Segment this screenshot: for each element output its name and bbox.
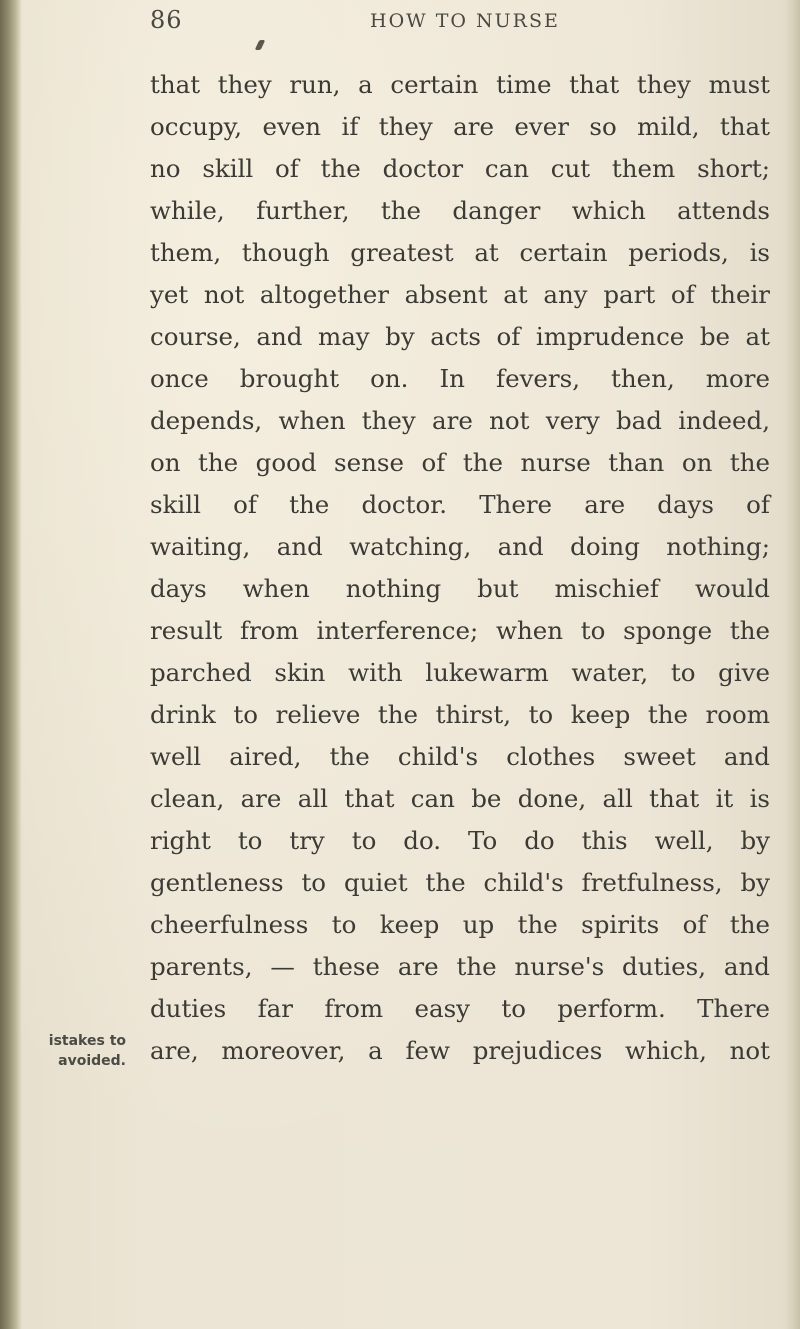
- text-line: that they run, a certain time that they must: [150, 70, 770, 99]
- text-line: depends, when they are not very bad indeed,: [150, 406, 770, 435]
- text-line: parents, — these are the nurse's duties, and: [150, 952, 770, 981]
- text-line: no skill of the doctor can cut them short;: [150, 154, 770, 183]
- book-spine-shadow: [0, 0, 22, 1329]
- text-line: well aired, the child's clothes sweet and: [150, 742, 770, 771]
- margin-note-line: avoided.: [58, 1053, 126, 1069]
- text-line: yet not altogether absent at any part of their: [150, 280, 770, 309]
- text-line: course, and may by acts of imprudence be at: [150, 322, 770, 351]
- text-line: are, moreover, a few prejudices which, not: [150, 1036, 770, 1065]
- running-title: HOW TO NURSE: [370, 10, 560, 32]
- page-number: 86: [150, 6, 183, 34]
- text-line: waiting, and watching, and doing nothing;: [150, 532, 770, 561]
- text-line: while, further, the danger which attends: [150, 196, 770, 225]
- text-line: occupy, even if they are ever so mild, that: [150, 112, 770, 141]
- text-line: right to try to do. To do this well, by: [150, 826, 770, 855]
- text-line: skill of the doctor. There are days of: [150, 490, 770, 519]
- margin-note-line: istakes to: [48, 1033, 126, 1049]
- text-line: gentleness to quiet the child's fretfulness, by: [150, 868, 770, 897]
- text-line: them, though greatest at certain periods, is: [150, 238, 770, 267]
- text-line: result from interference; when to sponge the: [150, 616, 770, 645]
- page-edge-shadow: [784, 0, 800, 1329]
- running-head: [150, 6, 710, 42]
- text-line: cheerfulness to keep up the spirits of the: [150, 910, 770, 939]
- body-text: [150, 64, 770, 1072]
- text-line: on the good sense of the nurse than on the: [150, 448, 770, 477]
- text-line: clean, are all that can be done, all that it is: [150, 784, 770, 813]
- text-line: drink to relieve the thirst, to keep the room: [150, 700, 770, 729]
- text-line: once brought on. In fevers, then, more: [150, 364, 770, 393]
- text-line: days when nothing but mischief would: [150, 574, 770, 603]
- margin-note: [8, 1031, 126, 1071]
- text-line: parched skin with lukewarm water, to give: [150, 658, 770, 687]
- text-line: duties far from easy to perform. There: [150, 994, 770, 1023]
